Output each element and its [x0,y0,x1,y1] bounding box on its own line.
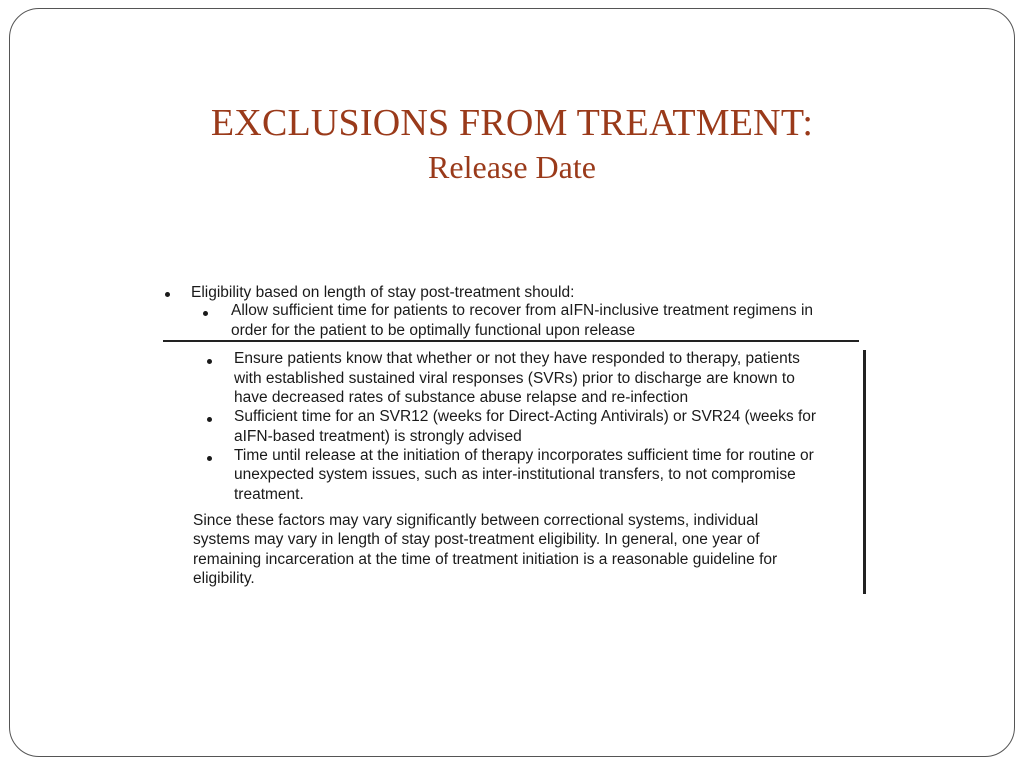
excerpt-line: unexpected system issues, such as inter-institutional transfers, to not compromise [234,466,796,483]
slide-title: EXCLUSIONS FROM TREATMENT: [210,102,814,144]
bullet-dot [165,292,170,297]
bullet-dot [207,456,212,461]
excerpt-line: Allow sufficient time for patients to recover from aIFN-inclusive treatment regimens in [231,302,814,319]
bullet-dot [207,417,212,422]
excerpt-line: eligibility. [193,570,255,587]
excerpt-line: order for the patient to be optimally functional upon release [231,322,636,339]
excerpt-line: with established sustained viral responses (SVRs) prior to discharge are known to [234,370,795,387]
excerpt-line: Sufficient time for an SVR12 (weeks for Direct-Acting Antivirals) or SVR24 (weeks for [234,408,817,425]
excerpt-line: systems may vary in length of stay post-treatment eligibility. In general, one year of [193,531,760,548]
slide-subtitle: Release Date [428,149,596,185]
excerpt-line: aIFN-based treatment) is strongly advised [234,428,522,445]
excerpt-line: have decreased rates of substance abuse relapse and re-infection [234,389,689,406]
scanned-excerpt [163,280,869,594]
excerpt-line: Eligibility based on length of stay post-treatment should: [191,284,575,301]
horizontal-rule [163,340,859,342]
excerpt-line: Ensure patients know that whether or not they have responded to therapy, patients [234,350,800,367]
excerpt-line: remaining incarceration at the time of treatment initiation is a reasonable guideline for [193,551,778,568]
excerpt-line: Time until release at the initiation of therapy incorporates sufficient time for routine or [234,447,814,464]
excerpt-line: Since these factors may vary significantly between correctional systems, individual [193,512,759,529]
bullet-dot [207,359,212,364]
bullet-dot [203,311,208,316]
excerpt-line: treatment. [234,486,304,503]
title-block [0,100,1024,188]
scan-margin-bar [863,350,866,594]
